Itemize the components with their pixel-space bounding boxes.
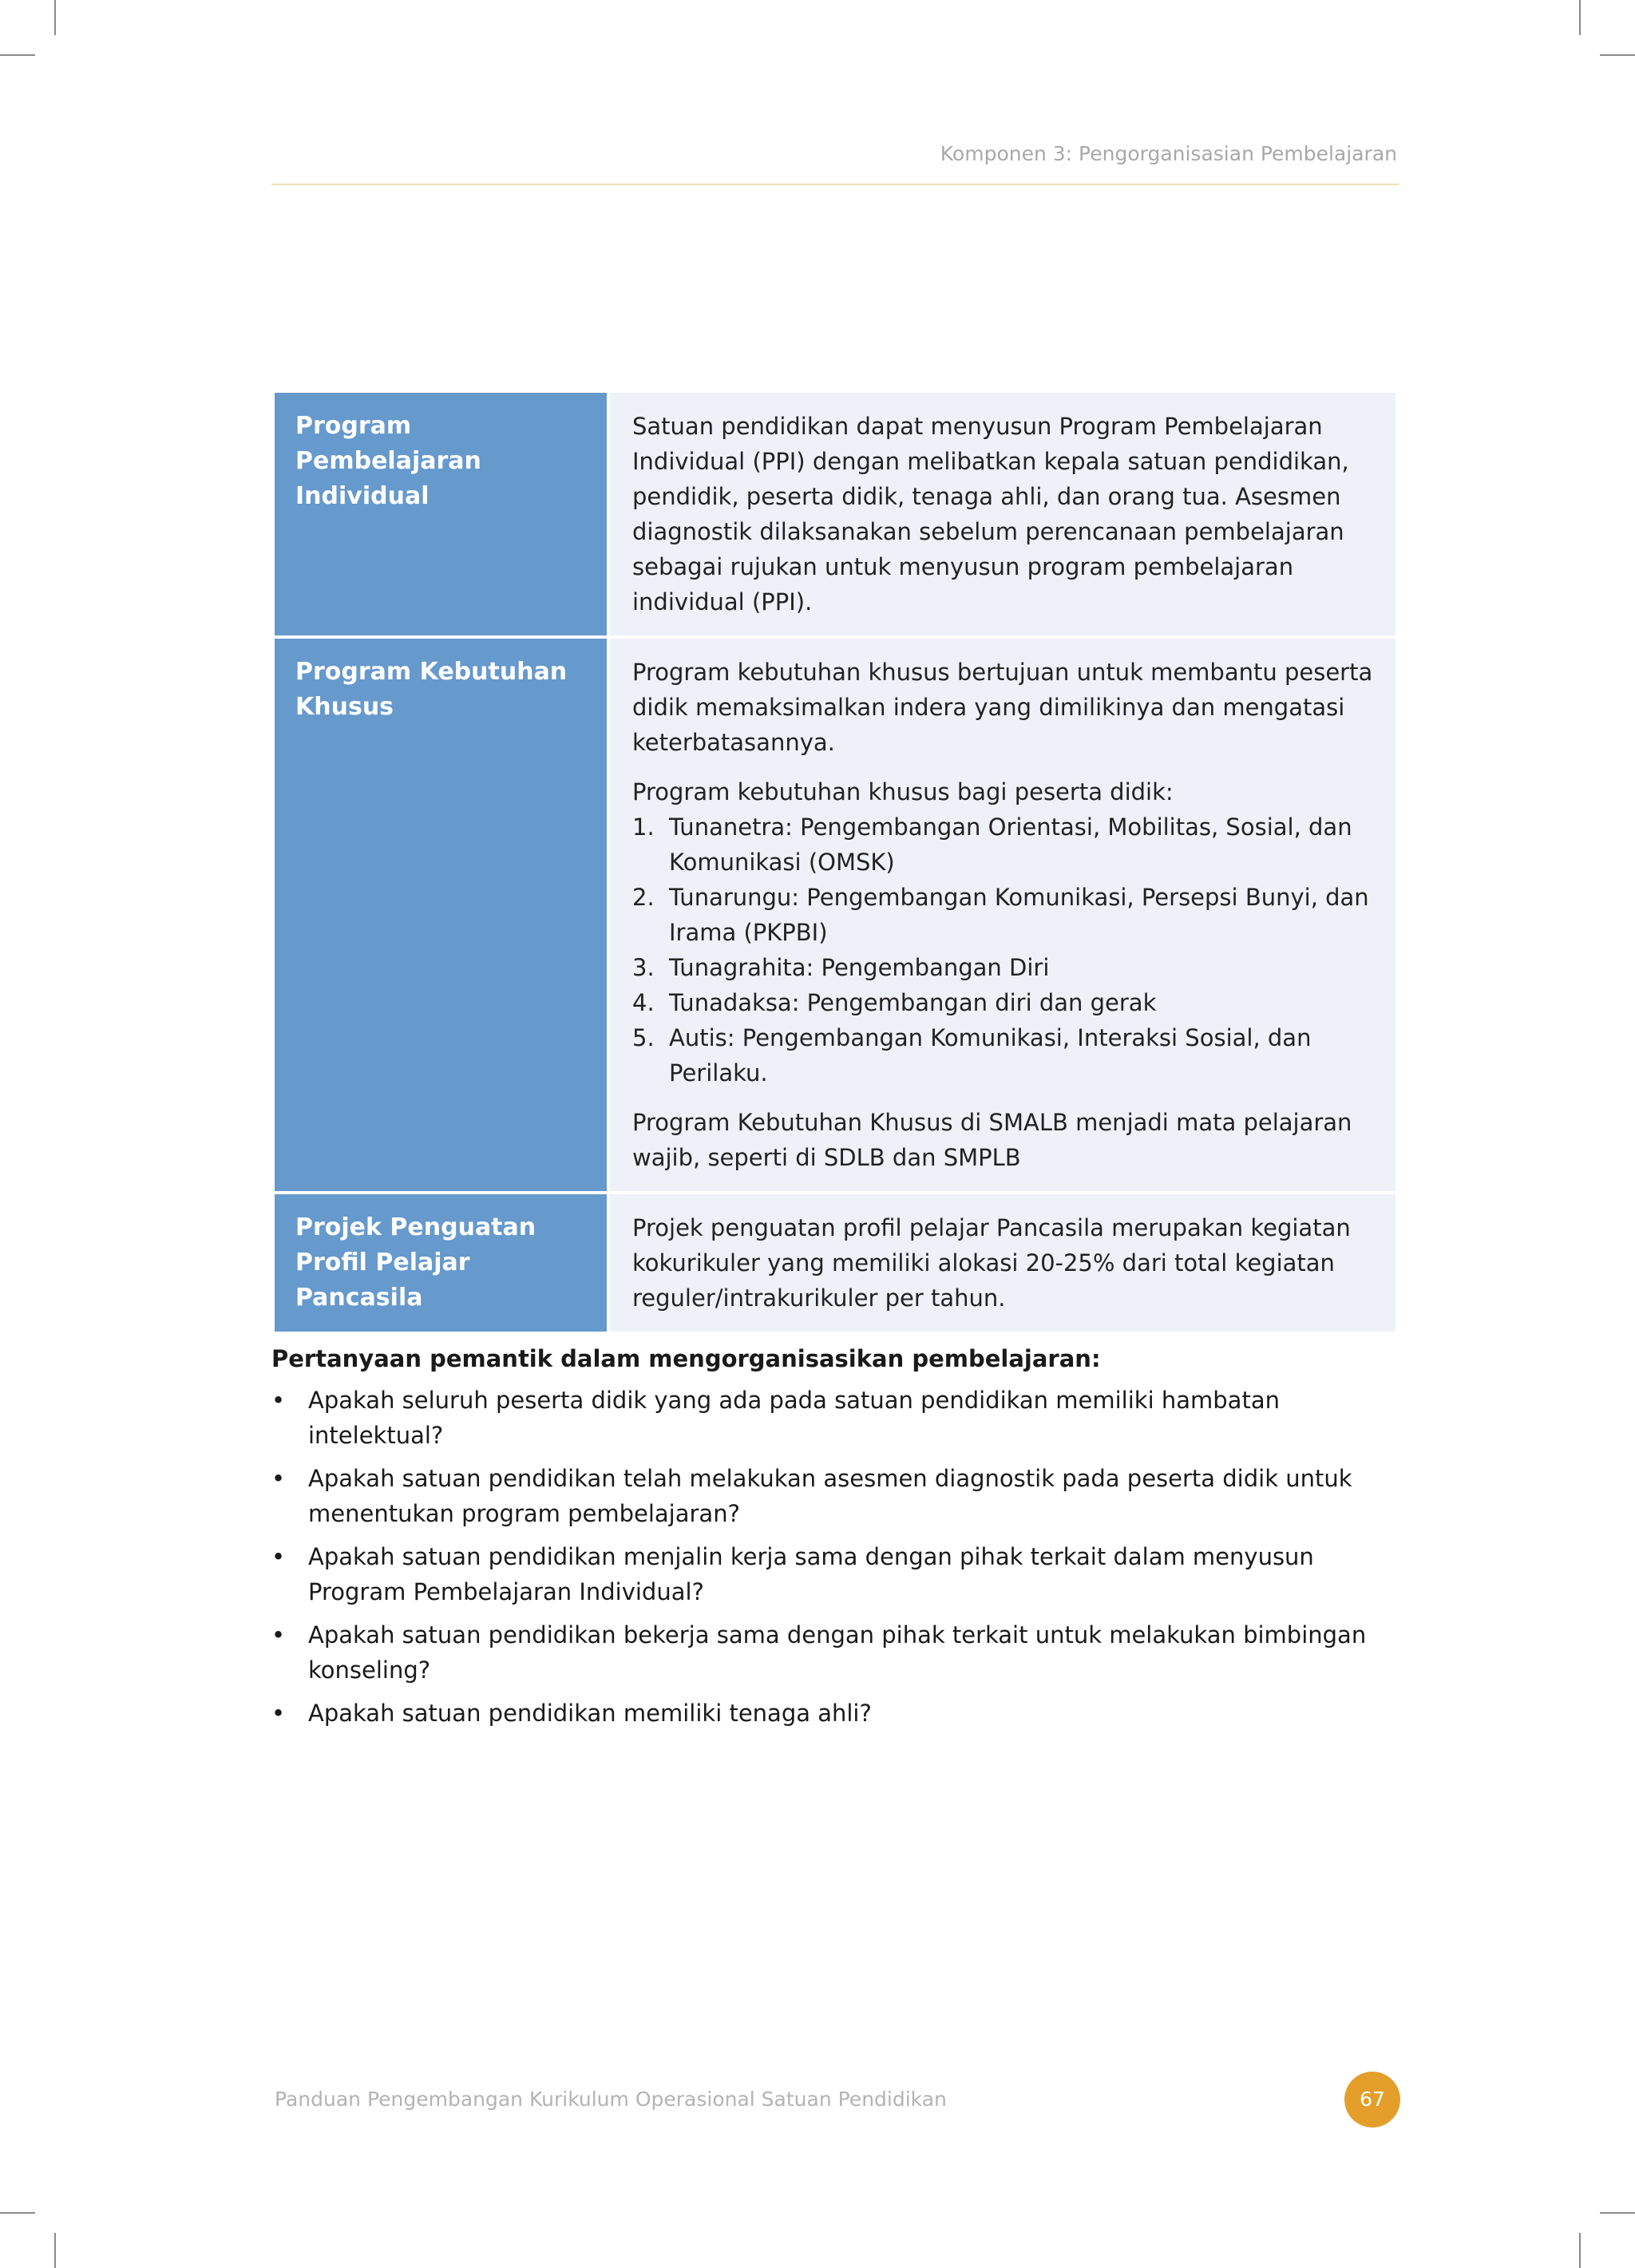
list-item-text: Tunarungu: Pengembangan Komunikasi, Persepsi Bunyi, dan Irama (PKPBI) [669, 884, 1369, 946]
question-text: Apakah satuan pendidikan bekerja sama dengan pihak terkait untuk melakukan bimbingan konseling? [308, 1621, 1367, 1684]
header-rule [271, 184, 1399, 185]
crop-mark [1600, 54, 1635, 56]
row-content [610, 393, 1395, 635]
bullet-icon: • [271, 1543, 286, 1570]
list-item [632, 880, 1375, 950]
questions-list [271, 1383, 1405, 1731]
row-content [610, 639, 1395, 1191]
list-number: 1. [632, 813, 655, 841]
question-text: Apakah seluruh peserta didik yang ada pada satuan pendidikan memiliki hambatan intelektual? [308, 1387, 1280, 1449]
paragraph: Program Kebutuhan Khusus di SMALB menjadi mata pelajaran wajib, seperti di SDLB dan SMPLB [632, 1109, 1352, 1171]
row-content [610, 1194, 1395, 1332]
program-table [271, 390, 1399, 1335]
list-item [632, 985, 1375, 1020]
footer-book-title: Panduan Pengembangan Kurikulum Operasional Satuan Pendidikan [275, 2088, 947, 2111]
list-item [271, 1383, 1405, 1453]
list-item [271, 1696, 1405, 1731]
crop-mark [54, 0, 56, 35]
crop-mark [1579, 2233, 1581, 2268]
question-text: Apakah satuan pendidikan menjalin kerja sama dengan pihak terkait dalam menyusun Program Pembelajaran Individual? [308, 1543, 1314, 1605]
list-item-text: Tunanetra: Pengembangan Orientasi, Mobilitas, Sosial, dan Komunikasi (OMSK) [669, 813, 1352, 876]
list-item-text: Tunagrahita: Pengembangan Diri [669, 954, 1050, 981]
list-number: 5. [632, 1024, 655, 1051]
crop-mark [54, 2233, 56, 2268]
running-header: Komponen 3: Pengorganisasian Pembelajaran [940, 142, 1397, 165]
question-text: Apakah satuan pendidikan telah melakukan asesmen diagnostik pada peserta didik untuk menentukan program pembelajaran? [308, 1465, 1352, 1527]
list-item-text: Tunadaksa: Pengembangan diri dan gerak [669, 989, 1157, 1016]
list-item [632, 1020, 1375, 1090]
table-row [275, 639, 1395, 1191]
crop-mark [0, 54, 35, 56]
list-item [271, 1539, 1405, 1609]
paragraph: Program kebutuhan khusus bagi peserta didik: [632, 778, 1174, 805]
paragraph: Projek penguatan profil pelajar Pancasila merupakan kegiatan kokurikuler yang memiliki alokasi 20-25% dari total kegiatan reguler/intrakurikuler per tahun. [632, 1214, 1351, 1312]
list-item [632, 809, 1375, 880]
guiding-questions [271, 1341, 1405, 1739]
list-item [271, 1461, 1405, 1531]
bullet-icon: • [271, 1465, 286, 1492]
row-label: Program Kebutuhan Khusus [275, 639, 607, 1191]
crop-mark [0, 2212, 35, 2214]
list-item [271, 1617, 1405, 1688]
question-text: Apakah satuan pendidikan memiliki tenaga ahli? [308, 1700, 872, 1727]
paragraph: Program kebutuhan khusus bertujuan untuk membantu peserta didik memaksimalkan indera yang dimilikinya dan mengatasi keterbatasannya. [632, 659, 1373, 756]
row-label: Projek Penguatan Profil Pelajar Pancasila [275, 1194, 607, 1332]
list-number: 4. [632, 989, 655, 1016]
bullet-icon: • [271, 1700, 286, 1727]
page-number-badge: 67 [1344, 2072, 1400, 2127]
crop-mark [1579, 0, 1581, 35]
crop-mark [1600, 2212, 1635, 2214]
paragraph: Satuan pendidikan dapat menyusun Program Pembelajaran Individual (PPI) dengan melibatkan kepala satuan pendidikan, pendidik, peserta didik, tenaga ahli, dan orang tua. Asesmen diagnostik dilaksanakan sebelum perencanaan pembelajaran sebagai rujukan untuk menyusun program pembelajaran individual (PPI). [632, 413, 1349, 615]
row-label: Program Pembelajaran Individual [275, 393, 607, 635]
bullet-icon: • [271, 1387, 286, 1414]
questions-heading: Pertanyaan pemantik dalam mengorganisasikan pembelajaran: [271, 1345, 1101, 1372]
list-item-text: Autis: Pengembangan Komunikasi, Interaksi Sosial, dan Perilaku. [669, 1024, 1312, 1087]
numbered-list [632, 809, 1375, 1090]
list-number: 2. [632, 884, 655, 911]
table-row [275, 393, 1395, 635]
list-item [632, 950, 1375, 985]
table-row [275, 1194, 1395, 1332]
bullet-icon: • [271, 1621, 286, 1649]
list-number: 3. [632, 954, 655, 981]
